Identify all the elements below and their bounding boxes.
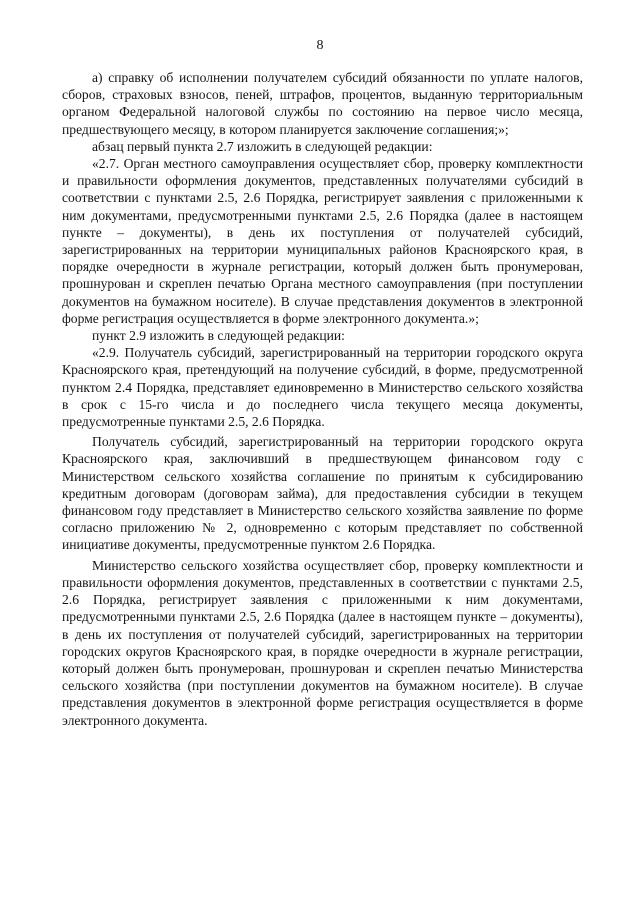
- page-number: 8: [316, 38, 324, 53]
- paragraph-tax-certificate: а) справку об исполнении получателем субсидий обязанности по уплате налогов, сборов, страховых взносов, пеней, штрафов, процентов, выданную территориальным органом Федеральной налоговой службы по состоянию на первое число месяца, предшествующего месяцу, в котором планируется заключение соглашения;»;: [62, 70, 583, 137]
- paragraph-amend-2-7: абзац первый пункта 2.7 изложить в следующей редакции:: [92, 138, 433, 154]
- paragraph-prior-agreement: Получатель субсидий, зарегистрированный на территории городского округа Красноярского края, заключивший в предшествующем финансовом году с Министерством сельского хозяйства соглашение по принятым к субсидированию кредитным договорам (договорам займа), для предоставления субсидии в текущем финансовом году представляет в Министерство сельского хозяйства заявление по форме согласно приложению № 2, одновременно с которым представляет по собственной инициативе документы, предусмотренные пунктом 2.6 Порядка.: [62, 434, 583, 553]
- paragraph-ministry-registration: Министерство сельского хозяйства осуществляет сбор, проверку комплектности и правильности оформления документов, представленных в соответствии с пунктами 2.5, 2.6 Порядка, регистрирует заявления с приложенными к ним документами, предусмотренными пунктами 2.5, 2.6 Порядка (далее в настоящем пункте – документы), в день их поступления от получателей субсидий, зарегистрированных на территории городских округов Красноярского края, в порядке очередности в журнале регистрации, который должен быть пронумерован, прошнурован и скреплен печатью Министерства сельского хозяйства (при поступлении документов на бумажном носителе). В случае представления документов в электронной форме регистрация осуществляется в форме электронного документа.: [62, 557, 583, 728]
- paragraph-clause-2-9: «2.9. Получатель субсидий, зарегистрированный на территории городского округа Красноярского края, претендующий на получение субсидий, в форме, предусмотренной пунктом 2.4 Порядка, представляет единовременно в Министерство сельского хозяйства в срок с 15-го числа и до последнего числа текущего месяца документы, предусмотренные пунктами 2.5, 2.6 Порядка.: [62, 345, 583, 430]
- paragraph-amend-2-9: пункт 2.9 изложить в следующей редакции:: [92, 328, 345, 344]
- paragraph-clause-2-7: «2.7. Орган местного самоуправления осуществляет сбор, проверку комплектности и правильности оформления документов, представленных получателями субсидий в соответствии с пунктами 2.5, 2.6 Порядка, регистрирует заявления с приложенными к ним документами, предусмотренными пунктами 2.5, 2.6 Порядка (далее в настоящем пункте – документы), в день их поступления от получателей субсидий, зарегистрированных на территории муниципальных районов Красноярского края, в порядке очередности в журнале регистрации, который должен быть пронумерован, прошнурован и скреплен печатью Органа местного самоуправления (при поступлении документов на бумажном носителе). В случае представления документов в электронной форме регистрация осуществляется в форме электронного документа.»;: [62, 156, 583, 326]
- document-body: [62, 69, 583, 729]
